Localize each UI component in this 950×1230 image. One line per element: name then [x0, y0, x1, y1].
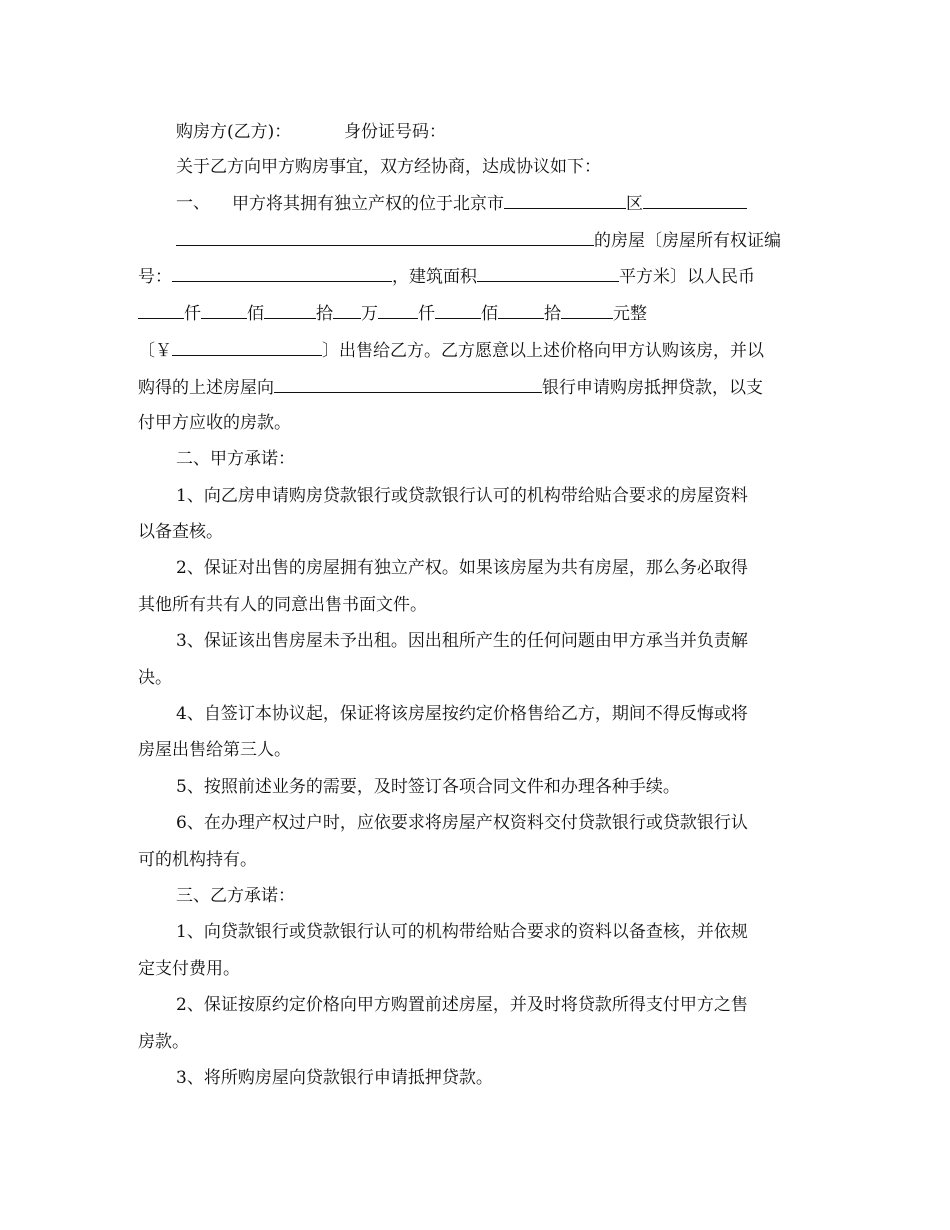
amount-blank[interactable] — [138, 302, 184, 319]
s2-item6-line1: 6、在办理产权过户时，应依要求将房屋产权资料交付贷款银行或贷款银行认 — [176, 813, 748, 833]
section2-title: 二、甲方承诺： — [176, 449, 295, 469]
amount-blank[interactable] — [498, 302, 544, 319]
s3-item3-line1: 3、将所购房屋向贷款银行申请抵押贷款。 — [176, 1068, 493, 1088]
district-blank[interactable] — [643, 192, 747, 209]
s2-item1-line2: 以备查核。 — [138, 522, 223, 542]
amount-blank[interactable] — [378, 302, 418, 319]
s2-item2-line1: 2、保证对出售的房屋拥有独立产权。如果该房屋为共有房屋，那么务必取得 — [176, 558, 748, 578]
clause1-line5: 〔￥ 〕出售给乙方。乙方愿意以上述价格向甲方认购该房，并以 — [138, 341, 764, 361]
amount-blank[interactable] — [435, 302, 481, 319]
s3-item2-line1: 2、保证按原约定价格向甲方购置前述房屋，并及时将贷款所得支付甲方之售 — [176, 995, 748, 1015]
clause1-amount-line: 仟 佰 拾 万 仟 佰 拾 元整 — [138, 302, 647, 325]
s2-item1-line1: 1、向乙房申请购房贷款银行或贷款银行认可的机构带给贴合要求的房屋资料 — [176, 486, 748, 506]
buyer-label: 购房方(乙方)： — [176, 122, 292, 142]
section3-title: 三、乙方承诺： — [176, 886, 295, 906]
amount-blank[interactable] — [201, 302, 247, 319]
bank-blank[interactable] — [274, 376, 542, 393]
clause1-line2: 的房屋〔房屋所有权证编 — [176, 229, 781, 252]
clause1-line3: 号： ，建筑面积 平方米〕以人民币 — [138, 267, 755, 287]
city-blank[interactable] — [504, 192, 626, 209]
clause1-line6: 购得的上述房屋向 银行申请购房抵押贷款，以支 — [138, 378, 763, 398]
amount-blank[interactable] — [333, 302, 361, 319]
s2-item5-line1: 5、按照前述业务的需要，及时签订各项合同文件和办理各种手续。 — [176, 777, 680, 797]
area-blank[interactable] — [477, 265, 619, 282]
s2-item4-line1: 4、自签订本协议起，保证将该房屋按约定价格售给乙方，期间不得反悔或将 — [176, 704, 748, 724]
intro-paragraph: 关于乙方向甲方购房事宜，双方经协商，达成协议如下： — [176, 157, 601, 177]
certificate-number-blank[interactable] — [172, 265, 392, 282]
yen-amount-blank[interactable] — [172, 339, 322, 356]
s2-item6-line2: 可的机构持有。 — [138, 850, 257, 870]
amount-blank[interactable] — [561, 302, 613, 319]
id-label-line — [344, 121, 446, 143]
clause1-line7: 付甲方应收的房款。 — [138, 413, 291, 433]
s2-item3-line2: 决。 — [138, 668, 172, 688]
clause1-number: 一、 — [176, 193, 210, 213]
s2-item4-line2: 房屋出售给第三人。 — [138, 740, 291, 760]
s2-item3-line1: 3、保证该出售房屋未予出租。因出租所产生的任何问题由甲方承当并负责解 — [176, 631, 748, 651]
s3-item2-line2: 房款。 — [138, 1032, 189, 1052]
s2-item2-line2: 其他所有共有人的同意出售书面文件。 — [138, 595, 427, 615]
clause1-line1: 甲方将其拥有独立产权的位于北京市 区 — [232, 192, 747, 215]
buyer-label-line — [176, 121, 291, 143]
address-blank[interactable] — [176, 229, 594, 246]
s3-item1-line2: 定支付费用。 — [138, 959, 240, 979]
s3-item1-line1: 1、向贷款银行或贷款银行认可的机构带给贴合要求的资料以备查核，并依规 — [176, 922, 748, 942]
id-number-label: 身份证号码： — [344, 122, 446, 142]
amount-blank[interactable] — [264, 302, 316, 319]
